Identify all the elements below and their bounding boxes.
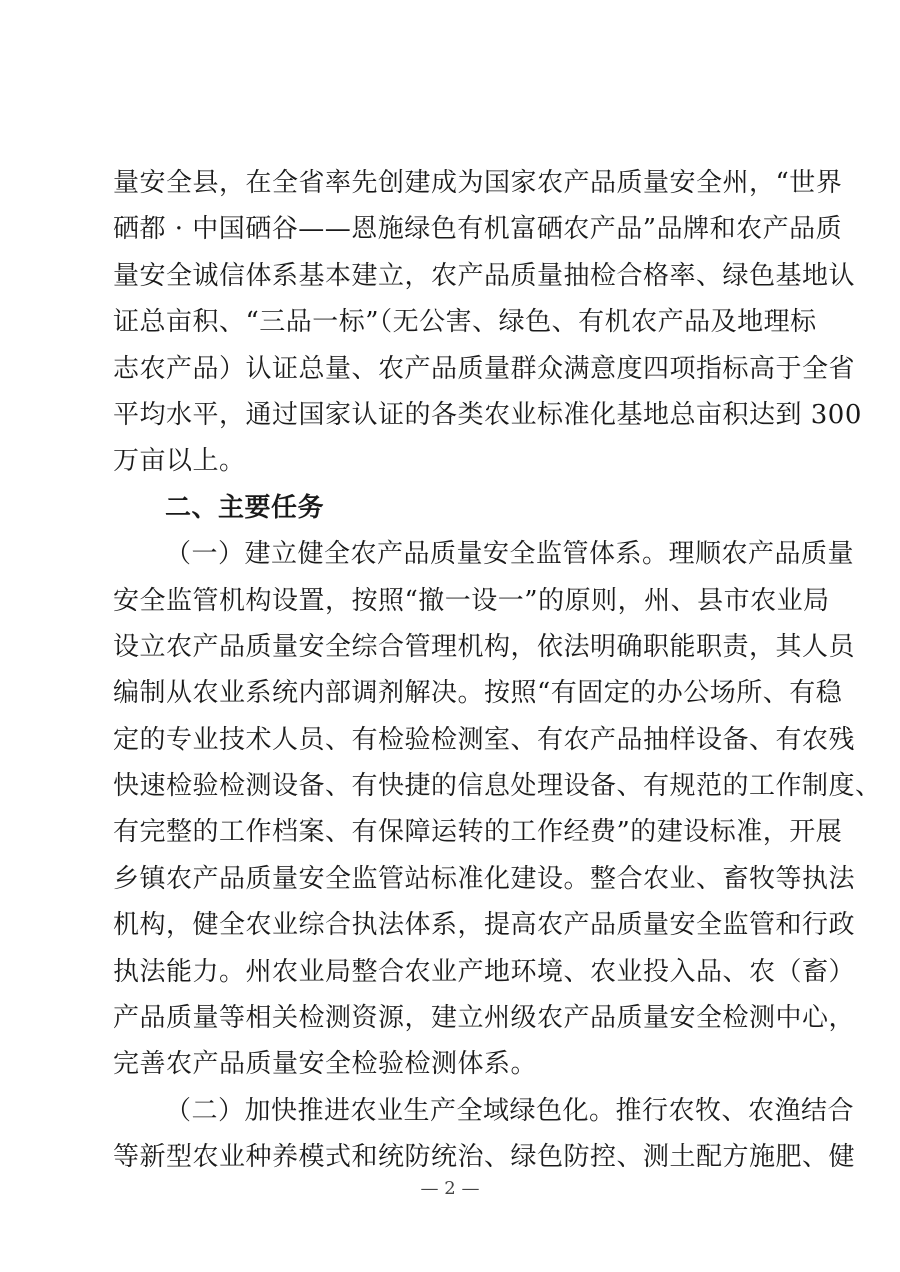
paragraph-first-line: （一）建立健全农产品质量安全监管体系。理顺农产品质量: [165, 539, 855, 570]
text-line: 快速检验检测设备、有快捷的信息处理设备、有规范的工作制度、: [113, 771, 882, 802]
page-number: — 2 —: [420, 1178, 480, 1199]
text-line: 设立农产品质量安全综合管理机构，依法明确职能职责，其人员: [113, 631, 856, 662]
body-text: [113, 160, 882, 1181]
text-line: 机构，健全农业综合执法体系，提高农产品质量安全监管和行政: [113, 910, 856, 941]
text-line: 万亩以上。: [113, 446, 246, 477]
text-line: 量安全县，在全省率先创建成为国家农产品质量安全州，“世界: [113, 168, 843, 198]
text-line: 产品质量等相关检测资源，建立州级农产品质量安全检测中心，: [113, 1003, 856, 1034]
text-line: 平均水平，通过国家认证的各类农业标准化基地总亩积达到 300: [113, 399, 862, 430]
text-line: 完善农产品质量安全检验检测体系。: [113, 1049, 538, 1080]
text-line: 安全监管机构设置，按照“撤一设一”的原则，州、县市农业局: [113, 585, 830, 616]
text-line: 量安全诚信体系基本建立，农产品质量抽检合格率、绿色基地认: [113, 260, 856, 291]
text-line: 执法能力。州农业局整合农业产地环境、农业投入品、农（畜）: [113, 956, 856, 987]
text-line: 有完整的工作档案、有保障运转的工作经费”的建设标准，开展: [113, 817, 843, 848]
paragraph-first-line: （二）加快推进农业生产全域绿色化。推行农牧、农渔结合: [165, 1095, 855, 1126]
text-line: 等新型农业种养模式和统防统治、绿色防控、测土配方施肥、健: [113, 1142, 856, 1173]
text-line: 编制从农业系统内部调剂解决。按照“有固定的办公场所、有稳: [113, 678, 843, 709]
text-line: 硒都 · 中国硒谷——恩施绿色有机富硒农产品”品牌和农产品质: [113, 214, 843, 245]
text-line: 证总亩积、“三品一标”（无公害、绿色、有机农产品及地理标: [113, 307, 817, 338]
text-line: 定的专业技术人员、有检验检测室、有农产品抽样设备、有农残: [113, 724, 856, 755]
section-heading: 二、主要任务: [165, 492, 325, 523]
text-line: 志农产品）认证总量、农产品质量群众满意度四项指标高于全省: [113, 353, 856, 384]
text-line: 乡镇农产品质量安全监管站标准化建设。整合农业、畜牧等执法: [113, 863, 856, 894]
